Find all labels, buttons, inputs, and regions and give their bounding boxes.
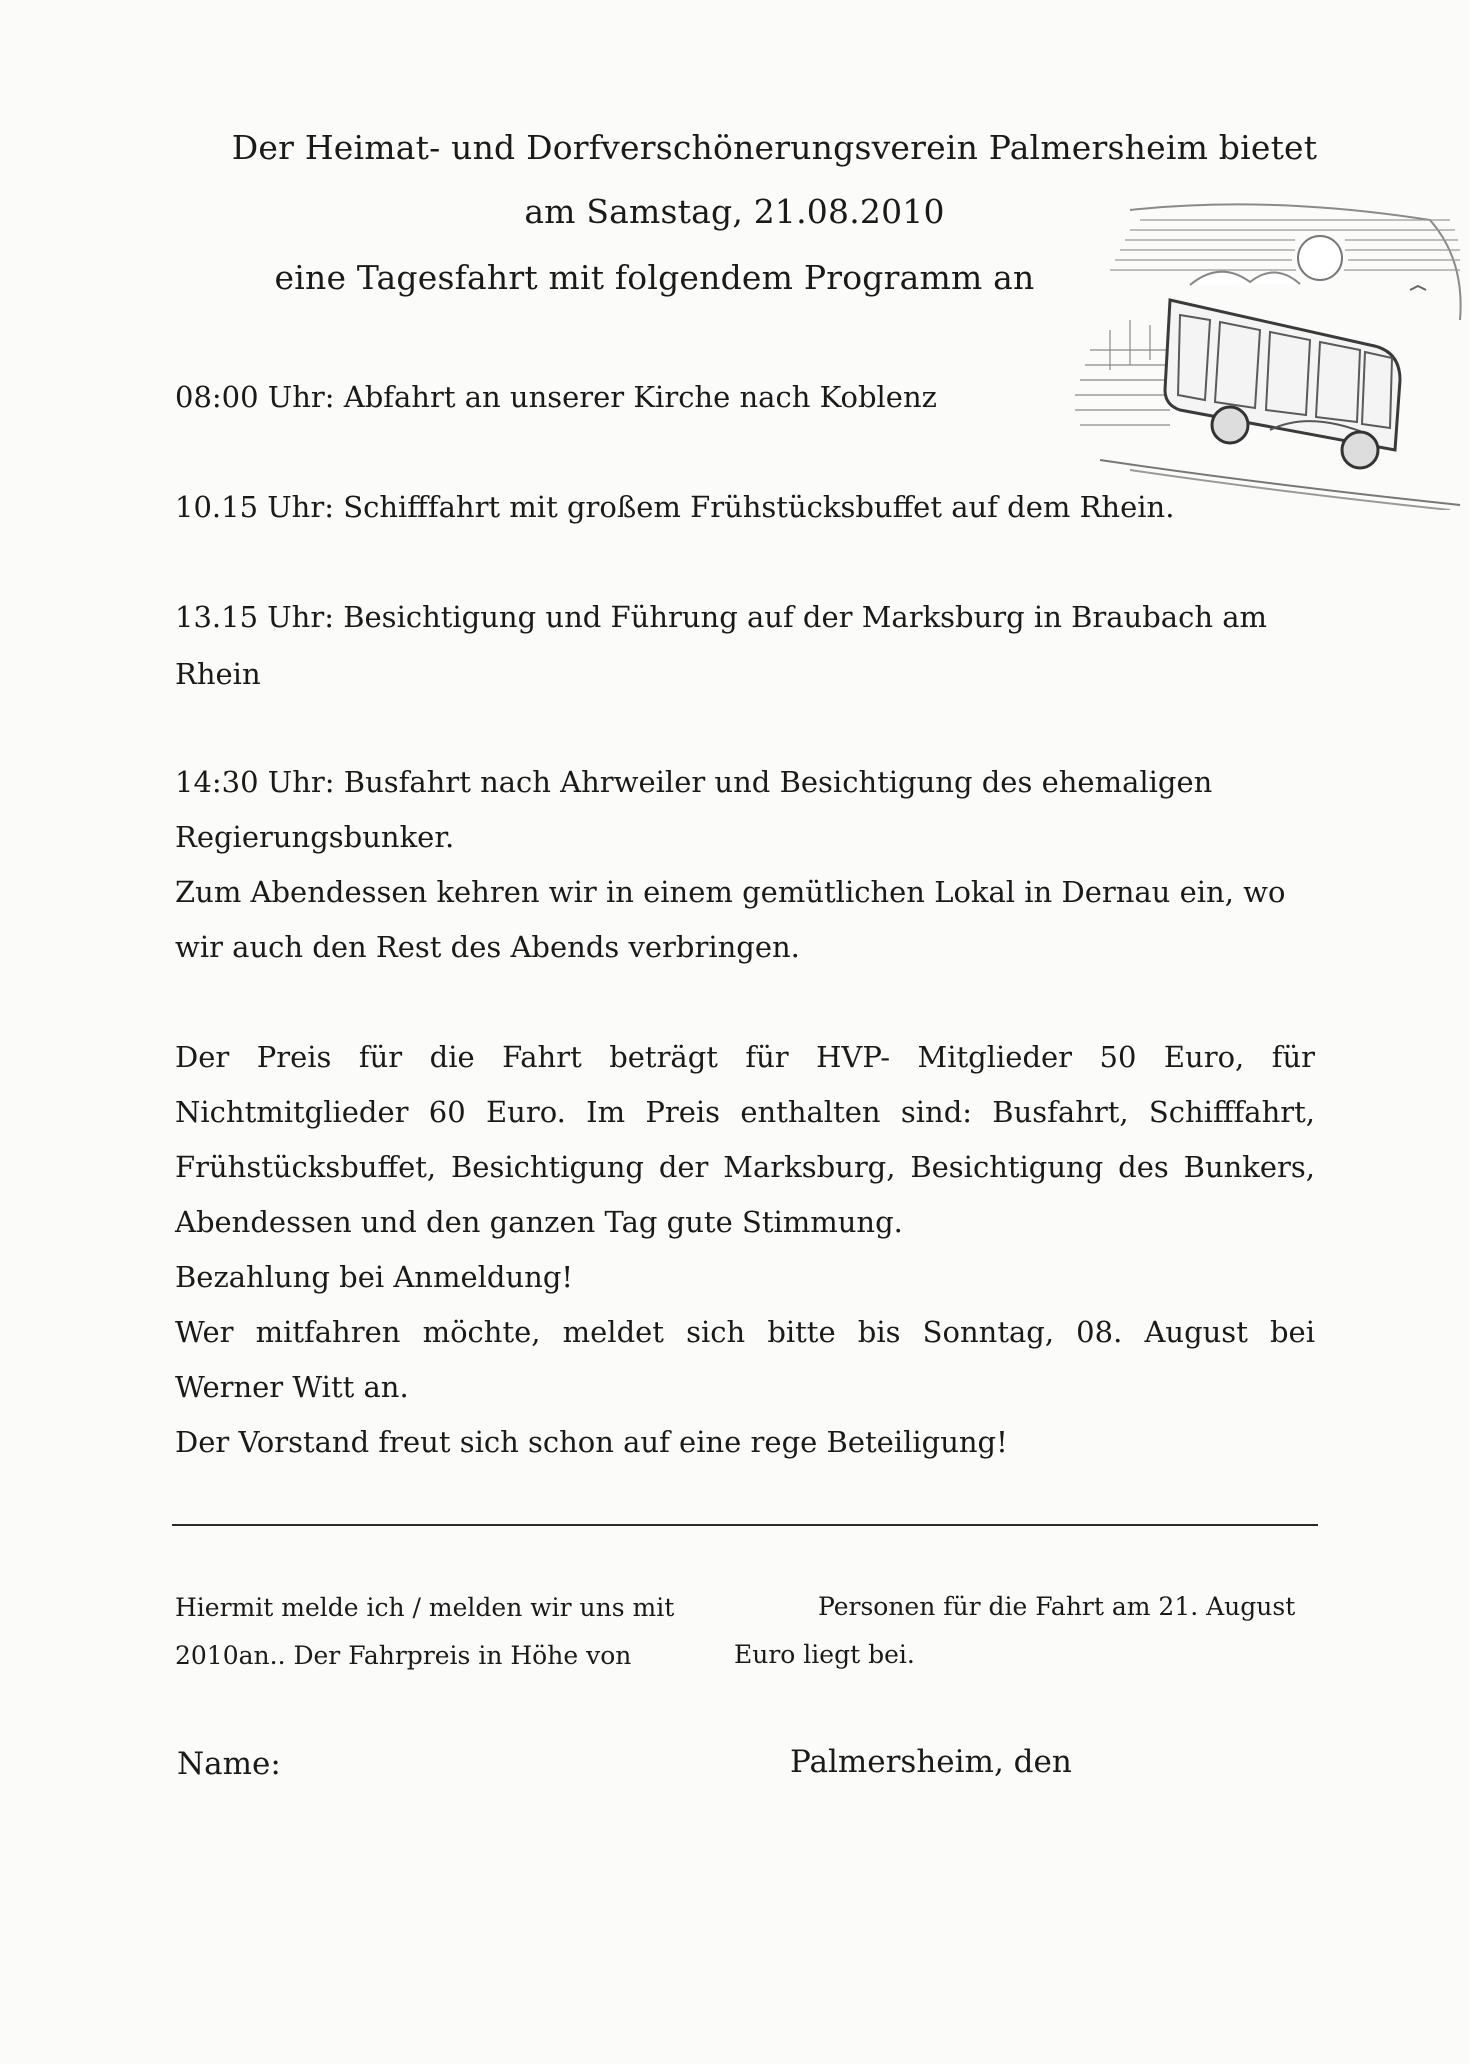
program-dinner-cont: wir auch den Rest des Abends verbringen.	[175, 930, 800, 964]
price-line-3: Frühstücksbuffet, Besichtigung der Marksburg, Besichtigung des Bunkers,	[175, 1150, 1315, 1184]
closing-line: Der Vorstand freut sich schon auf eine rege Beteiligung!	[175, 1425, 1008, 1459]
form-text-left-1: Hiermit melde ich / melden wir uns mit	[175, 1593, 675, 1622]
program-item-1: 08:00 Uhr: Abfahrt an unserer Kirche nach Koblenz	[175, 380, 937, 414]
price-line-2: Nichtmitglieder 60 Euro. Im Preis enthalten sind: Busfahrt, Schifffahrt,	[175, 1095, 1315, 1129]
payment-note: Bezahlung bei Anmeldung!	[175, 1260, 574, 1294]
form-text-right-1: Personen für die Fahrt am 21. August	[818, 1592, 1296, 1621]
header-line-1: Der Heimat- und Dorfverschönerungsverein Palmersheim bietet	[231, 128, 1318, 167]
bus-illustration-icon	[1070, 200, 1465, 510]
registration-line-1: Wer mitfahren möchte, meldet sich bitte bis Sonntag, 08. August bei	[175, 1315, 1315, 1349]
program-item-4: 14:30 Uhr: Busfahrt nach Ahrweiler und Besichtigung des ehemaligen	[175, 765, 1213, 799]
header-line-2: am Samstag, 21.08.2010	[524, 192, 945, 231]
name-label: Name:	[177, 1746, 281, 1782]
form-text-left-2: 2010an.. Der Fahrpreis in Höhe von	[175, 1641, 632, 1670]
header-line-3: eine Tagesfahrt mit folgendem Programm an	[274, 258, 1035, 297]
registration-line-2: Werner Witt an.	[175, 1370, 409, 1404]
form-text-right-2: Euro liegt bei.	[734, 1640, 915, 1669]
program-dinner: Zum Abendessen kehren wir in einem gemütlichen Lokal in Dernau ein, wo	[175, 875, 1286, 909]
program-item-2: 10.15 Uhr: Schifffahrt mit großem Frühstücksbuffet auf dem Rhein.	[175, 490, 1175, 524]
program-item-3: 13.15 Uhr: Besichtigung und Führung auf der Marksburg in Braubach am	[175, 600, 1268, 634]
program-item-3-cont: Rhein	[175, 657, 261, 691]
price-line-1: Der Preis für die Fahrt beträgt für HVP- Mitglieder 50 Euro, für	[175, 1040, 1315, 1074]
price-line-4: Abendessen und den ganzen Tag gute Stimmung.	[175, 1205, 903, 1239]
program-item-4-cont: Regierungsbunker.	[175, 820, 455, 854]
place-date-label: Palmersheim, den	[790, 1744, 1072, 1780]
cut-line	[172, 1524, 1318, 1526]
